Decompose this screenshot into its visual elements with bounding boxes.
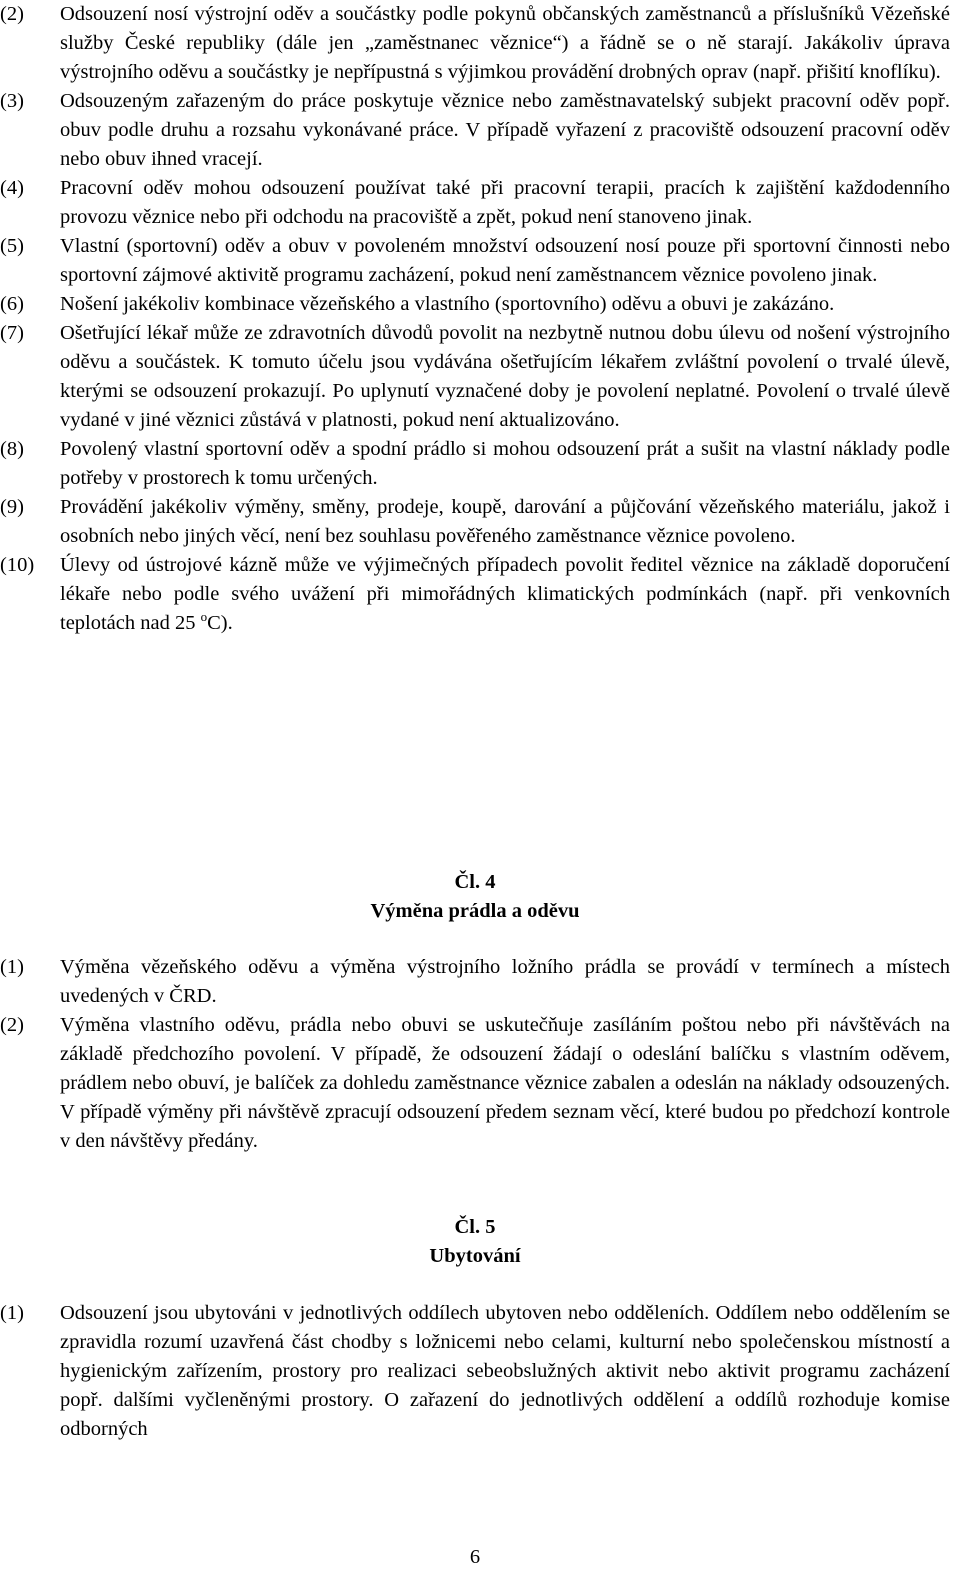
paragraph-number: (1) bbox=[0, 1302, 24, 1324]
paragraph-number: (1) bbox=[0, 956, 24, 978]
list-item bbox=[0, 290, 950, 319]
paragraph-text: Odsouzeným zařazeným do práce poskytuje věznice nebo zaměstnavatelský subjekt pracovní oděv popř. obuv podle druhu a rozsahu vykonávané práce. V případě vyřazení z pracoviště odsouzení pracovní oděv nebo obuv ihned vracejí. bbox=[60, 90, 950, 170]
list-item bbox=[0, 0, 950, 87]
paragraph-text-end: C). bbox=[207, 612, 233, 634]
paragraph-list-top bbox=[0, 0, 950, 638]
article-5-paragraphs bbox=[0, 1299, 950, 1444]
paragraph-number: (6) bbox=[0, 293, 24, 315]
list-item bbox=[0, 953, 950, 1011]
article-4-title: Výměna prádla a oděvu bbox=[370, 900, 580, 922]
paragraph-text: Ošetřující lékař může ze zdravotních důvodů povolit na nezbytně nutnou dobu úlevu od nošení výstrojního oděvu a součástek. K tomuto účelu jsou vydávána ošetřujícím lékařem zvláštní povolení o trvalé úlevě, kterými se odsouzení prokazují. Po uplynutí vyznačené doby je povolení neplatné. Povolení o trvalé úlevě vydané v jiné věznici zůstává v platnosti, pokud není aktualizováno. bbox=[60, 322, 950, 431]
article-4-paragraphs bbox=[0, 953, 950, 1156]
paragraph-text-main: Úlevy od ústrojové kázně může ve výjimečných případech povolit ředitel věznice na základě doporučení lékaře nebo podle svého uvážení při mimořádných klimatických podmínkách (např. při venkovních teplotách nad 25 bbox=[60, 554, 950, 634]
paragraph-text: Nošení jakékoliv kombinace vězeňského a vlastního (sportovního) oděvu a obuvi je zakázáno. bbox=[60, 293, 835, 315]
paragraph-number: (10) bbox=[0, 554, 35, 576]
paragraph-number: (4) bbox=[0, 177, 24, 199]
list-item bbox=[0, 1011, 950, 1156]
paragraph-text: Vlastní (sportovní) oděv a obuv v povoleném množství odsouzení nosí pouze při sportovní činnosti nebo sportovní zájmové aktivitě programu zacházení, pokud není zaměstnancem věznice povoleno jinak. bbox=[60, 235, 950, 286]
paragraph-number: (3) bbox=[0, 90, 24, 112]
list-item bbox=[0, 87, 950, 174]
paragraph-number: (5) bbox=[0, 235, 24, 257]
paragraph-number: (2) bbox=[0, 3, 24, 25]
paragraph-text: Odsouzení nosí výstrojní oděv a součástky podle pokynů občanských zaměstnanců a příslušníků Vězeňské služby České republiky (dále jen „zaměstnanec věznice“) a řádně se o ně starají. Jakákoliv úprava výstrojního oděvu a součástky je nepřípustná s výjimkou provádění drobných oprav (např. přišití knoflíku). bbox=[60, 3, 950, 83]
paragraph-text: Výměna vězeňského oděvu a výměna výstrojního ložního prádla se provádí v termínech a místech uvedených v ČRD. bbox=[60, 956, 950, 1007]
paragraph-number: (9) bbox=[0, 496, 24, 518]
page-number: 6 bbox=[469, 1546, 481, 1568]
article-5-title: Ubytování bbox=[429, 1245, 521, 1267]
article-4-number: Čl. 4 bbox=[454, 871, 496, 893]
list-item bbox=[0, 174, 950, 232]
paragraph-text: Povolený vlastní sportovní oděv a spodní prádlo si mohou odsouzení prát a sušit na vlastní náklady podle potřeby v prostorech k tomu určených. bbox=[60, 438, 950, 489]
paragraph-text: Provádění jakékoliv výměny, směny, prodeje, koupě, darování a půjčování vězeňského materiálu, jakož i osobních nebo jiných věcí, není bez souhlasu pověřeného zaměstnance věznice povoleno. bbox=[60, 496, 950, 547]
paragraph-number: (8) bbox=[0, 438, 24, 460]
paragraph-text: Pracovní oděv mohou odsouzení používat také při pracovní terapii, pracích k zajištění každodenního provozu věznice nebo při odchodu na pracoviště a zpět, pokud není stanoveno jinak. bbox=[60, 177, 950, 228]
list-item bbox=[0, 1299, 950, 1444]
paragraph-text bbox=[60, 551, 950, 638]
list-item bbox=[0, 435, 950, 493]
degree-superscript: o bbox=[200, 609, 208, 625]
article-5-number: Čl. 5 bbox=[454, 1216, 496, 1238]
paragraph-text: Odsouzení jsou ubytováni v jednotlivých oddílech ubytoven nebo odděleních. Oddílem nebo oddělením se zpravidla rozumí uzavřená část chodby s ložnicemi nebo celami, kulturní nebo společenskou místností a hygienickým zařízením, prostory pro realizaci sebeobslužných aktivit nebo aktivit programu zacházení popř. dalšími vyčleněnými prostory. O zařazení do jednotlivých oddělení a oddílů rozhoduje komise odborných bbox=[60, 1302, 950, 1440]
paragraph-number: (7) bbox=[0, 322, 24, 344]
list-item bbox=[0, 232, 950, 290]
list-item bbox=[0, 319, 950, 435]
list-item bbox=[0, 551, 950, 638]
list-item bbox=[0, 493, 950, 551]
paragraph-text: Výměna vlastního oděvu, prádla nebo obuvi se uskutečňuje zasíláním poštou nebo při návštěvách na základě předchozího povolení. V případě, že odsouzení žádají o odeslání balíčku s vlastním oděvem, prádlem nebo obuví, je balíček za dohledu zaměstnance věznice zabalen a odeslán na náklady odsouzených. V případě výměny při návštěvě zpracují odsouzení předem seznam věcí, které budou po předchozí kontrole v den návštěvy předány. bbox=[60, 1014, 950, 1152]
paragraph-number: (2) bbox=[0, 1014, 24, 1036]
